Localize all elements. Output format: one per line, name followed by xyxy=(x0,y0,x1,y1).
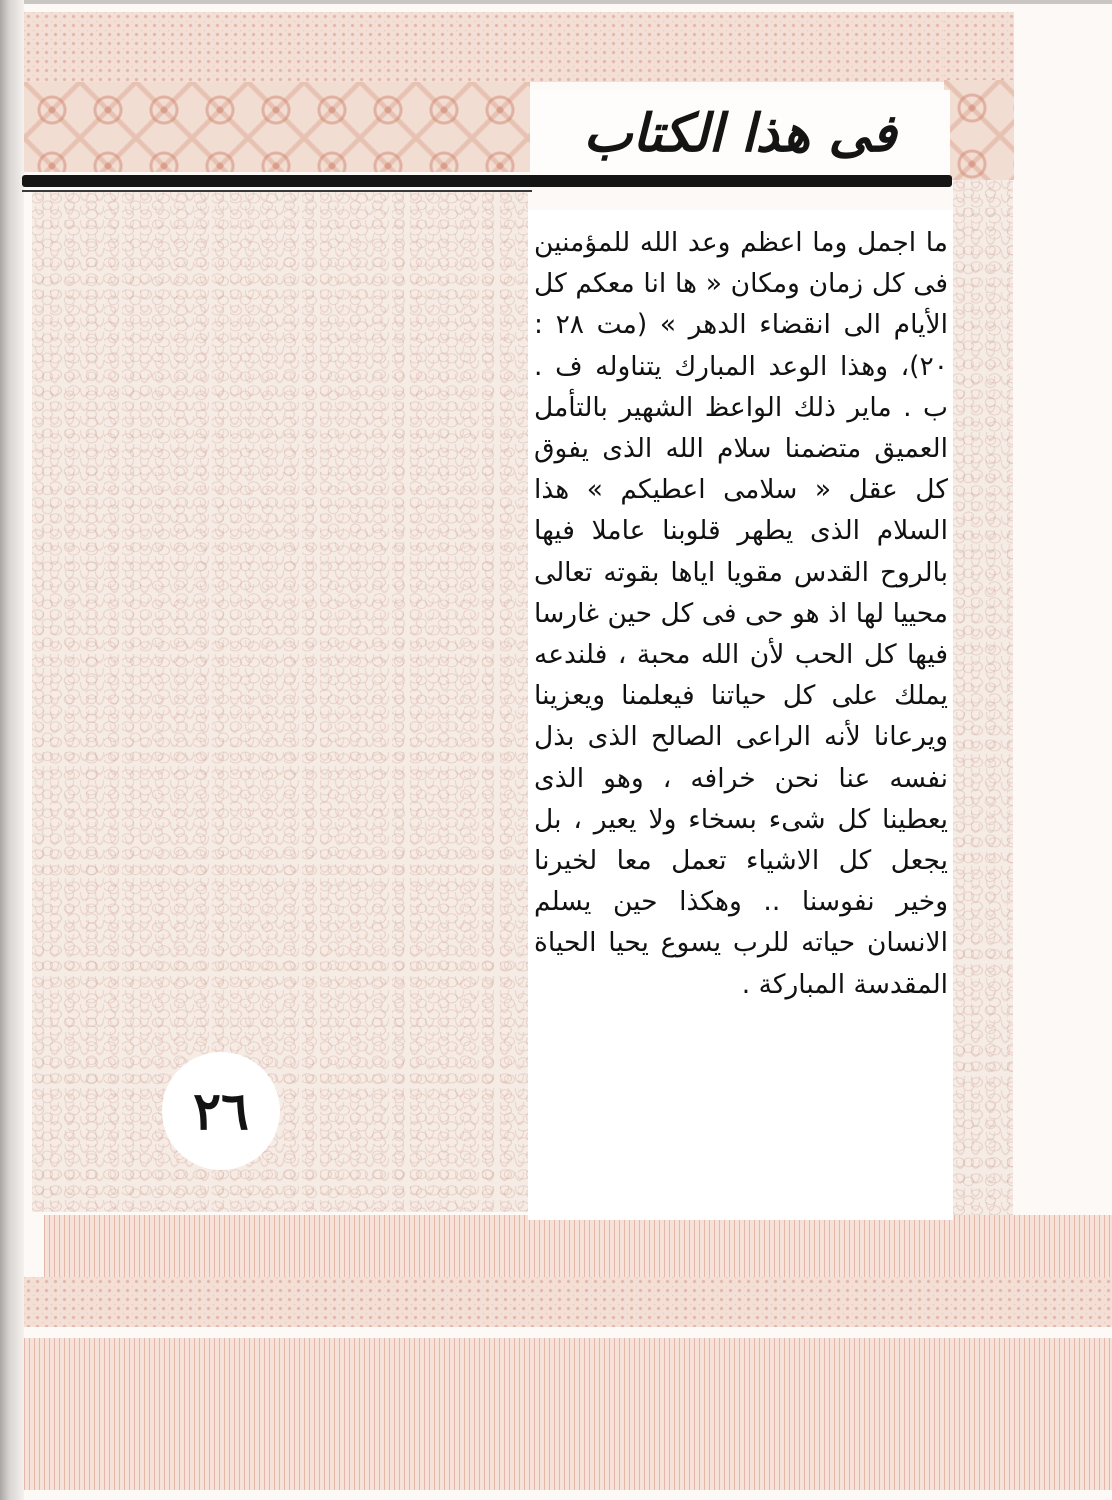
page-title: فى هذا الكتاب xyxy=(583,103,897,164)
top-fine-pattern-band xyxy=(24,12,944,82)
page-number-circle: ٢٦ xyxy=(162,1052,280,1170)
right-vertical-flower-block xyxy=(944,80,1014,180)
top-edge xyxy=(0,0,1112,4)
right-vertical-mosaic-strip xyxy=(953,180,1013,1220)
left-mosaic-panel xyxy=(32,192,528,1212)
body-paragraph: ما اجمل وما اعظم وعد الله للمؤمنين فى كل زمان ومكان « ها انا معكم كل الأيام الى انقضاء الدهر » (مت ٢٨ : ٢٠)، وهذا الوعد المبارك يتناوله ف . ب . ماير ذلك الواعظ الشهير بالتأمل العميق متضمنا سلام الله الذى يفوق كل عقل « سلامى اعطيكم » هذا السلام الذى يطهر قلوبنا عاملا فيها بالروح القدس مقويا اياها بقوته تعالى محييا لها اذ هو حى فى كل حين غارسا فيها كل الحب لأن الله محبة ، فلندعه يملك على كل حياتنا فيعلمنا ويعزينا ويرعانا لأنه الراعى الصالح الذى بذل نفسه عنا نحن خرافه ، وهو الذى يعطينا كل شىء بسخاء ولا يعير ، بل يجعل كل الاشياء تعمل معا لخيرنا وخير نفوسنا .. وهكذا حين يسلم الانسان حياته للرب يسوع يحيا الحياة المقدسة المباركة . xyxy=(534,227,948,1000)
book-spine-shadow xyxy=(0,0,24,1500)
bottom-line-pattern-band xyxy=(44,1215,1112,1277)
title-thin-rule xyxy=(22,190,532,192)
title-underline-rule xyxy=(22,175,952,187)
bottom-lower-line-band xyxy=(24,1338,1112,1490)
bottom-fine-pattern-band xyxy=(24,1277,1112,1327)
top-flower-pattern-band xyxy=(24,82,530,172)
